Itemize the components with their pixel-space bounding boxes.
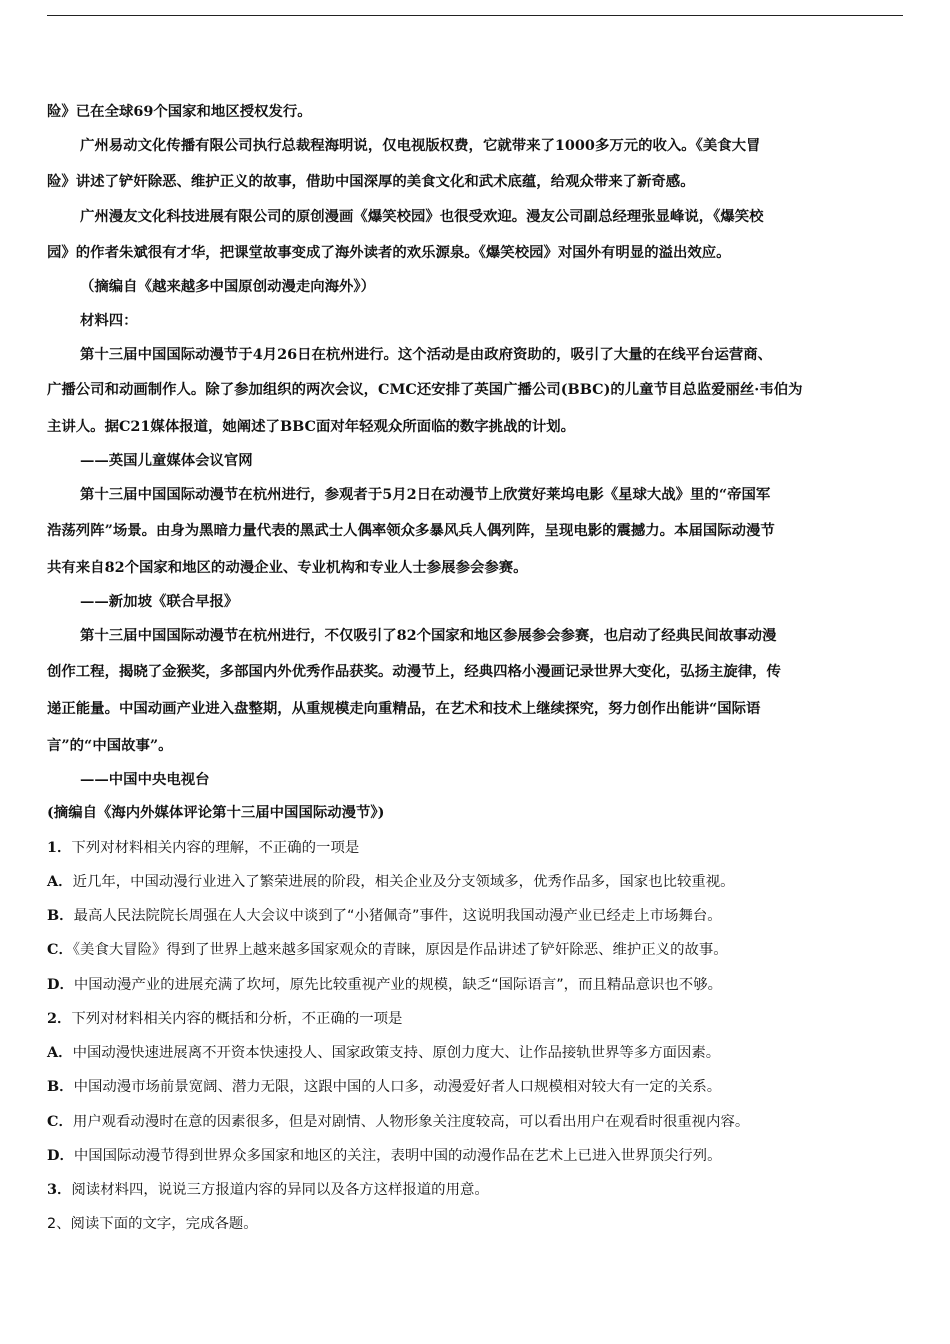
option-letter: D．	[47, 1147, 74, 1164]
paragraph-line: 第十三届中国国际动漫节在杭州进行，参观者于5月2日在动漫节上欣赏好莱坞电影《星球大战》里的“帝国军	[80, 486, 771, 503]
question-text: 下列对材料相关内容的理解，不正确的一项是	[71, 840, 360, 856]
option-letter: A．	[47, 1044, 73, 1061]
option-text: 《美食大冒险》得到了世界上越来越多国家观众的青睐，原因是作品讲述了铲奸除恶、维护正义的故事。	[72, 942, 728, 958]
option-letter: D．	[47, 976, 74, 993]
question-3	[47, 1180, 907, 1200]
paragraph-line: 园》的作者朱斌很有才华，把课堂故事变成了海外读者的欢乐源泉。《爆笑校园》对国外有明显的溢出效应。	[47, 244, 731, 261]
paragraph-line: 创作工程，揭晓了金猴奖，多部国内外优秀作品获奖。动漫节上，经典四格小漫画记录世界大变化，弘扬主旋律，传	[47, 663, 781, 680]
paragraph-line: 浩荡列阵”场景。由身为黑暗力量代表的黑武士人偶率领众多暴风兵人偶列阵，呈现电影的震撼力。本届国际动漫节	[47, 522, 775, 539]
header-rule	[47, 15, 903, 16]
paragraph-line: 第十三届中国国际动漫节于4月26日在杭州进行。这个活动是由政府资助的，吸引了大量的在线平台运营商、	[80, 346, 773, 363]
option-letter: A．	[47, 873, 73, 890]
question-2-option-c	[47, 1112, 907, 1132]
question-text: 阅读材料四，说说三方报道内容的异同以及各方这样报道的用意。	[71, 1182, 489, 1198]
option-text: 中国动漫快速进展离不开资本快速投人、国家政策支持、原创力度大、让作品接轨世界等多方面因素。	[72, 1045, 721, 1061]
option-text: 最高人民法院院长周强在人大会议中谈到了“小猪佩奇”事件，这说明我国动漫产业已经走上市场舞台。	[73, 908, 722, 924]
option-letter: B．	[47, 907, 74, 924]
paragraph-line: 主讲人。据C21媒体报道，她阐述了BBC面对年轻观众所面临的数字挑战的计划。	[47, 418, 576, 435]
source-citation: （摘编自《越来越多中国原创动漫走向海外》）	[80, 278, 376, 295]
question-2	[47, 1009, 907, 1029]
question-2-option-d	[47, 1146, 907, 1166]
paragraph-line: 广州易动文化传播有限公司执行总裁程海明说，仅电视版权费，它就带来了1000多万元的收入。《美食大冒	[80, 137, 761, 154]
question-number: 1．	[47, 839, 72, 856]
question-1-option-d	[47, 975, 907, 995]
question-1-option-b	[47, 906, 907, 926]
source-attribution: ——新加坡《联合早报》	[80, 593, 239, 610]
paragraph-line: 言”的“中国故事”。	[47, 737, 173, 754]
paragraph-line: 第十三届中国国际动漫节在杭州进行，不仅吸引了82个国家和地区参展参会参赛，也启动了经典民间故事动漫	[80, 627, 777, 644]
option-letter: C．	[47, 941, 73, 958]
source-attribution: ——英国儿童媒体会议官网	[80, 452, 253, 469]
question-number: 3．	[47, 1181, 72, 1198]
option-text: 中国动漫产业的进展充满了坎坷，原先比较重视产业的规模，缺乏“国际语言”，而且精品意识也不够。	[73, 977, 722, 993]
paragraph-line: 广州漫友文化科技进展有限公司的原创漫画《爆笑校园》也很受欢迎。漫友公司副总经理张显峰说，《爆笑校	[80, 208, 764, 225]
question-2-option-a	[47, 1043, 907, 1063]
option-text: 用户观看动漫时在意的因素很多，但是对剧情、人物形象关注度较高，可以看出用户在观看时很重视内容。	[72, 1114, 750, 1130]
option-text: 近几年，中国动漫行业进入了繁荣进展的阶段，相关企业及分支领域多，优秀作品多，国家也比较重视。	[72, 874, 735, 890]
option-text: 中国动漫市场前景宽阔、潜力无限，这跟中国的人口多，动漫爱好者人口规模相对较大有一定的关系。	[73, 1079, 722, 1095]
option-text: 中国国际动漫节得到世界众多国家和地区的关注，表明中国的动漫作品在艺术上已进入世界顶尖行列。	[73, 1148, 722, 1164]
section-heading: 2、阅读下面的文字，完成各题。	[47, 1216, 258, 1232]
paragraph-line: 险》讲述了铲奸除恶、维护正义的故事，借助中国深厚的美食文化和武术底蕴，给观众带来了新奇感。	[47, 173, 695, 190]
material-heading: 材料四：	[80, 312, 138, 329]
question-1	[47, 838, 907, 858]
question-number: 2．	[47, 1010, 72, 1027]
source-citation: (摘编自《海内外媒体评论第十三届中国国际动漫节》)	[47, 804, 385, 821]
option-letter: C．	[47, 1113, 73, 1130]
paragraph-line: 险》已在全球69个国家和地区授权发行。	[47, 103, 312, 120]
paragraph-line: 广播公司和动画制作人。除了参加组织的两次会议，CMC还安排了英国广播公司(BBC)的儿童节目总监爱丽丝·韦伯为	[47, 381, 803, 398]
question-2-option-b	[47, 1077, 907, 1097]
paragraph-line: 共有来自82个国家和地区的动漫企业、专业机构和专业人士参展参会参赛。	[47, 559, 528, 576]
option-letter: B．	[47, 1078, 74, 1095]
question-text: 下列对材料相关内容的概括和分析，不正确的一项是	[71, 1011, 403, 1027]
source-attribution: ——中国中央电视台	[80, 771, 210, 788]
question-1-option-a	[47, 872, 907, 892]
paragraph-line: 递正能量。中国动画产业进入盘整期，从重规模走向重精品，在艺术和技术上继续探究，努力创作出能讲“国际语	[47, 700, 761, 717]
question-1-option-c	[47, 940, 907, 960]
